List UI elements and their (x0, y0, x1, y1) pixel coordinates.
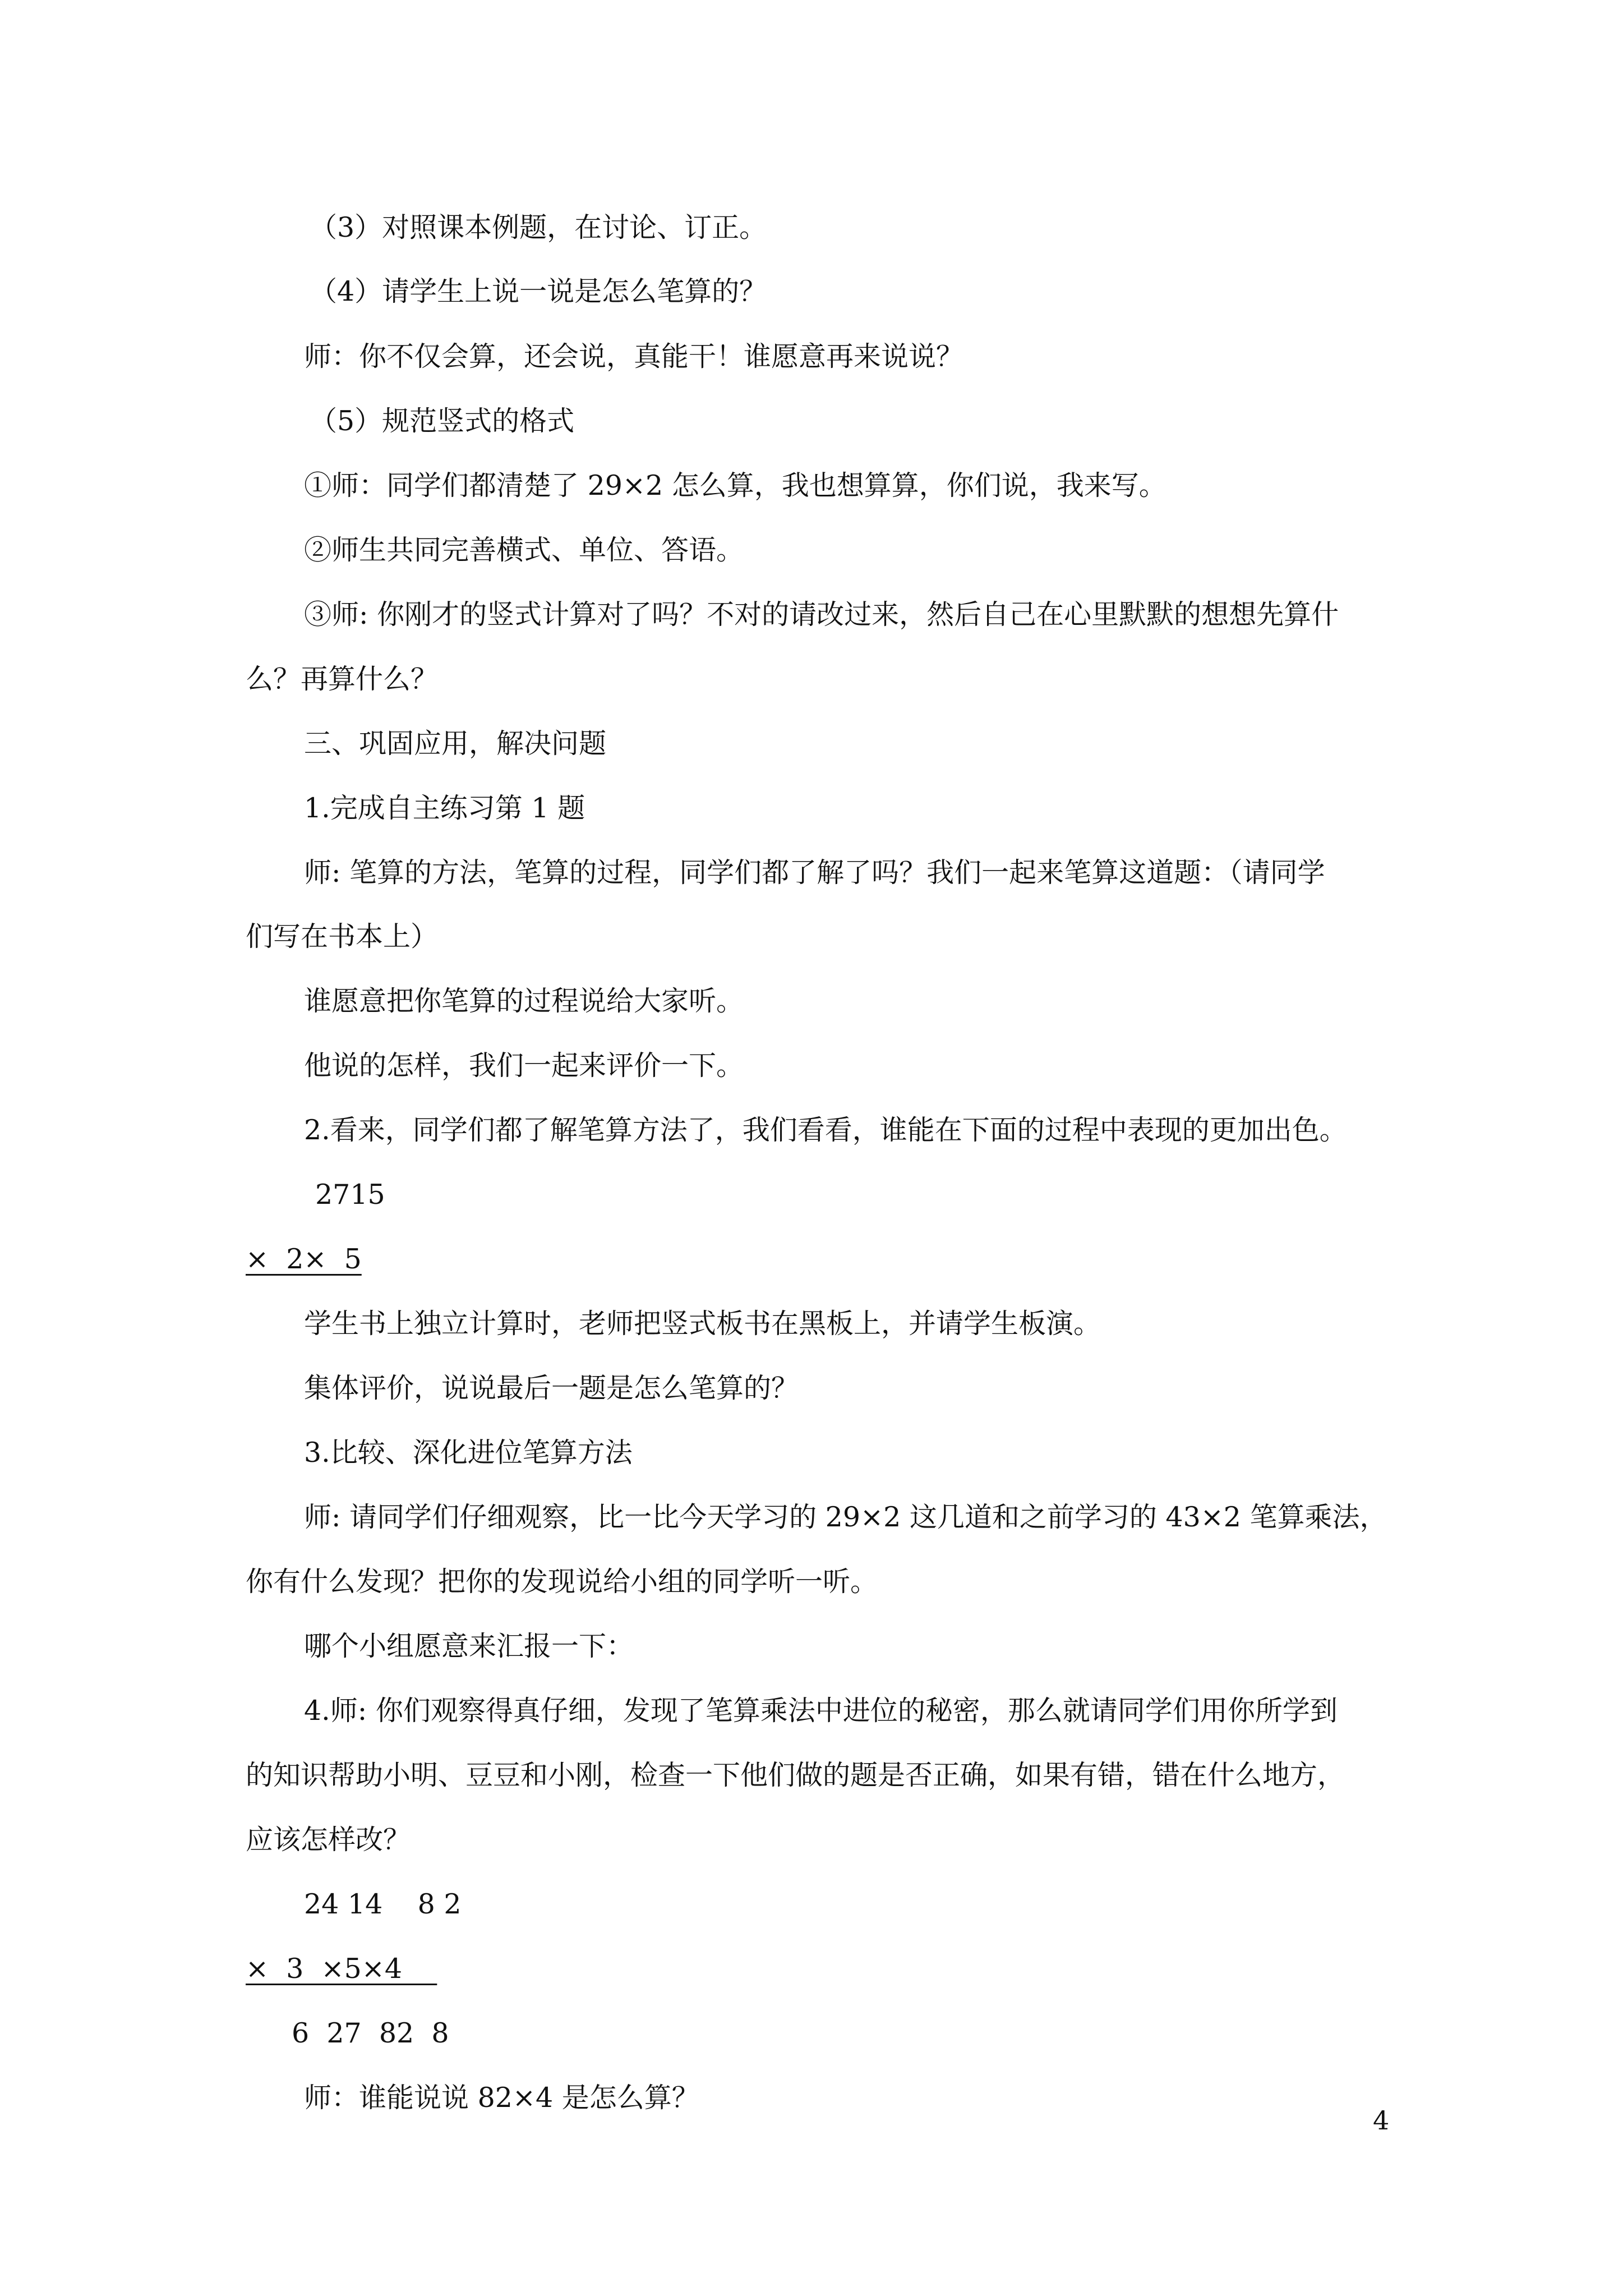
vertical-calc-multipliers: × 3 ×5×4 (246, 1953, 437, 1985)
vertical-calc-operand: 2715 (315, 1179, 385, 1211)
paragraph-line: ②师生共同完善横式、单位、答语。 (304, 534, 744, 566)
vertical-calc-results: 6 27 82 8 (292, 2017, 449, 2049)
paragraph-line: （3）对照课本例题，在讨论、订正。 (310, 211, 767, 243)
paragraph-line: 谁愿意把你笔算的过程说给大家听。 (304, 985, 744, 1017)
paragraph-line: 2.看来，同学们都了解笔算方法了，我们看看，谁能在下面的过程中表现的更加出色。 (304, 1114, 1347, 1146)
paragraph-line: 3.比较、深化进位笔算方法 (304, 1437, 633, 1469)
paragraph-line: 们写在书本上） (246, 921, 439, 953)
paragraph-line: 集体评价，说说最后一题是怎么笔算的？ (304, 1372, 799, 1404)
paragraph-line: 学生书上独立计算时，老师把竖式板书在黑板上，并请学生板演。 (304, 1308, 1101, 1340)
page-number: 4 (1373, 2105, 1390, 2136)
paragraph-line: （4）请学生上说一说是怎么笔算的？ (310, 275, 767, 307)
paragraph-line: 的知识帮助小明、豆豆和小刚，检查一下他们做的题是否正确，如果有错，错在什么地方， (246, 1759, 1345, 1791)
section-heading: 三、巩固应用，解决问题 (304, 728, 607, 760)
paragraph-line: 师: 请同学们仔细观察，比一比今天学习的 29×2 这几道和之前学习的 43×2 笔算乘法， (304, 1501, 1387, 1533)
paragraph-line: 哪个小组愿意来汇报一下： (304, 1630, 634, 1662)
vertical-calc-multiplier: × 2× 5 (246, 1243, 362, 1275)
paragraph-line: 他说的怎样，我们一起来评价一下。 (304, 1050, 744, 1082)
paragraph-line: 1.完成自主练习第 1 题 (304, 792, 585, 824)
paragraph-line: 师：你不仅会算，还会说，真能干！谁愿意再来说说？ (304, 341, 964, 372)
paragraph-line: 师：谁能说说 82×4 是怎么算？ (304, 2082, 699, 2114)
paragraph-line: 应该怎样改？ (246, 1824, 411, 1856)
paragraph-line: （5）规范竖式的格式 (310, 405, 575, 437)
paragraph-line: ③师: 你刚才的竖式计算对了吗？不对的请改过来，然后自己在心里默默的想想先算什 (304, 599, 1339, 631)
paragraph-line: 你有什么发现？把你的发现说给小组的同学听一听。 (246, 1566, 878, 1598)
paragraph-line: 师: 笔算的方法，笔算的过程，同学们都了解了吗？我们一起来笔算这道题：（请同学 (304, 857, 1325, 889)
paragraph-line: ①师：同学们都清楚了 29×2 怎么算，我也想算算，你们说，我来写。 (304, 470, 1166, 501)
paragraph-line: 么？再算什么？ (246, 663, 439, 695)
paragraph-line: 4.师: 你们观察得真仔细，发现了笔算乘法中进位的秘密，那么就请同学们用你所学到 (304, 1695, 1338, 1727)
vertical-calc-operands: 24 14 8 2 (304, 1888, 462, 1920)
